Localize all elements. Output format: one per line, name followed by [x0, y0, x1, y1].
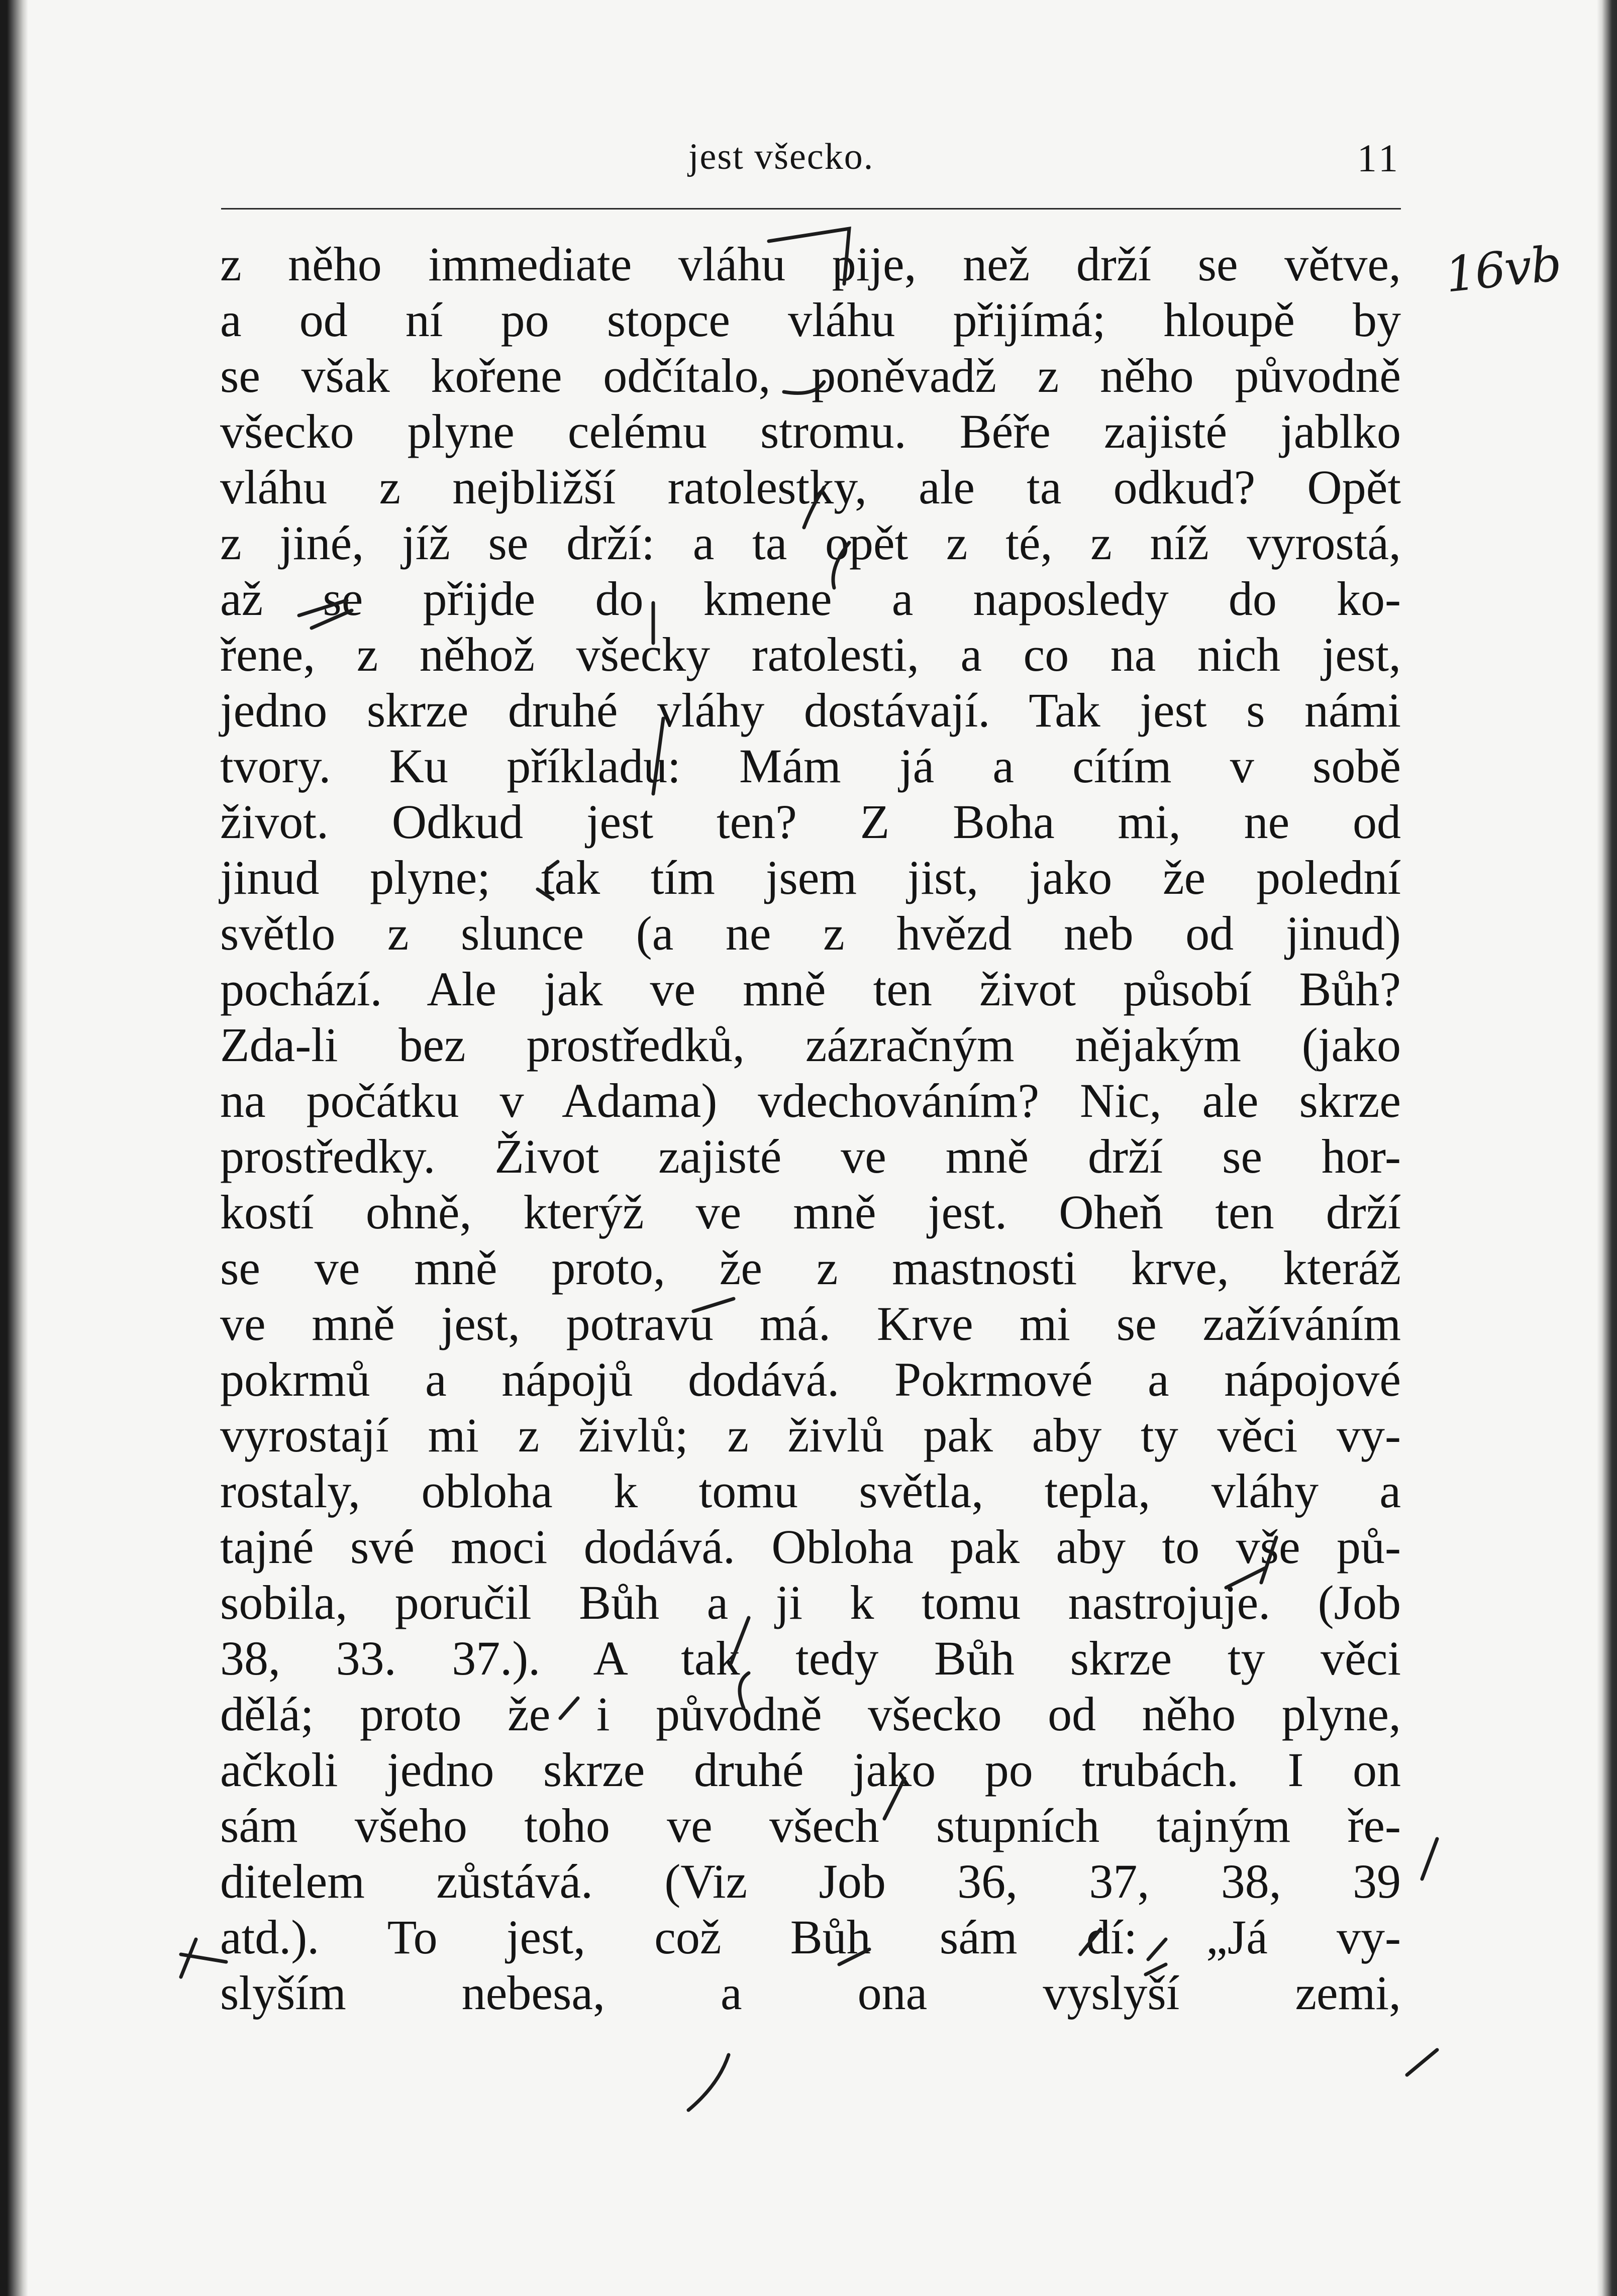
text-line: se ve mně proto, že z mastnosti krve, kteráž	[220, 1241, 1401, 1295]
text-line: prostředky. Život zajisté ve mně drží se hor-	[220, 1129, 1401, 1183]
body-text	[220, 236, 1401, 2021]
page-header	[221, 136, 1401, 196]
page-left-edge	[0, 0, 28, 2296]
text-line: světlo z slunce (a ne z hvězd neb od jinud)	[220, 906, 1401, 960]
text-line: kostí ohně, kterýž ve mně jest. Oheň ten drží	[220, 1185, 1401, 1239]
text-line: 38, 33. 37.). A tak tedy Bůh skrze ty věci	[220, 1631, 1401, 1685]
text-line: dělá; proto že i původně všecko od něho plyne,	[220, 1687, 1401, 1741]
page-number: 11	[1357, 136, 1401, 180]
text-line: tajné své moci dodává. Obloha pak aby to vše pů-	[220, 1520, 1401, 1574]
text-line: rostaly, obloha k tomu světla, tepla, vláhy a	[220, 1464, 1401, 1518]
text-line: až se přijde do kmene a naposledy do ko-	[220, 572, 1401, 625]
text-line: slyším nebesa, a ona vyslyší zemi,	[220, 1966, 1401, 2020]
text-line: jinud plyne; tak tím jsem jist, jako že polední	[220, 851, 1401, 904]
text-line: a od ní po stopce vláhu přijímá; hloupě by	[220, 293, 1401, 347]
running-title: jest všecko.	[688, 136, 874, 177]
text-line: Zda-li bez prostředků, zázračným nějakým (jako	[220, 1018, 1401, 1072]
text-line: sám všeho toho ve všech stupních tajným ře-	[220, 1799, 1401, 1852]
text-line: pochází. Ale jak ve mně ten život působí Bůh?	[220, 962, 1401, 1016]
text-line: na počátku v Adama) vdechováním? Nic, ale skrze	[220, 1074, 1401, 1127]
text-line: atd.). To jest, což Bůh sám dí: „Já vy-	[220, 1910, 1401, 1964]
header-rule	[221, 208, 1401, 210]
text-line: se však kořene odčítalo, poněvadž z něho původně	[220, 349, 1401, 402]
text-line: jedno skrze druhé vláhy dostávají. Tak jest s námi	[220, 683, 1401, 737]
text-line: vyrostají mi z živlů; z živlů pak aby ty věci vy-	[220, 1408, 1401, 1462]
text-line: tvory. Ku příkladu: Mám já a cítím v sobě	[220, 739, 1401, 793]
text-line: pokrmů a nápojů dodává. Pokrmové a nápojové	[220, 1352, 1401, 1406]
text-line: ve mně jest, potravu má. Krve mi se zažíváním	[220, 1297, 1401, 1350]
text-line: ačkoli jedno skrze druhé jako po trubách. I on	[220, 1743, 1401, 1797]
insertion-mark	[1407, 2050, 1437, 2075]
page-right-edge	[1597, 0, 1617, 2296]
insertion-mark	[688, 2055, 729, 2110]
text-line: sobila, poručil Bůh a ji k tomu nastrojuje. (Job	[220, 1576, 1401, 1629]
text-line: vláhu z nejbližší ratolestky, ale ta odkud? Opět	[220, 460, 1401, 514]
text-line: všecko plyne celému stromu. Béře zajisté jablko	[220, 404, 1401, 458]
text-line: z něho immediate vláhu pije, než drží se větve,	[220, 237, 1401, 291]
text-line: život. Odkud jest ten? Z Boha mi, ne od	[220, 795, 1401, 849]
insertion-mark	[181, 1939, 226, 1977]
text-line: řene, z něhož všecky ratolesti, a co na nich jest,	[220, 628, 1401, 681]
handwritten-margin-note: 16vb	[1442, 235, 1564, 303]
text-line: z jiné, jíž se drží: a ta opět z té, z níž vyrostá,	[220, 516, 1401, 570]
text-line: ditelem zůstává. (Viz Job 36, 37, 38, 39	[220, 1854, 1401, 1908]
